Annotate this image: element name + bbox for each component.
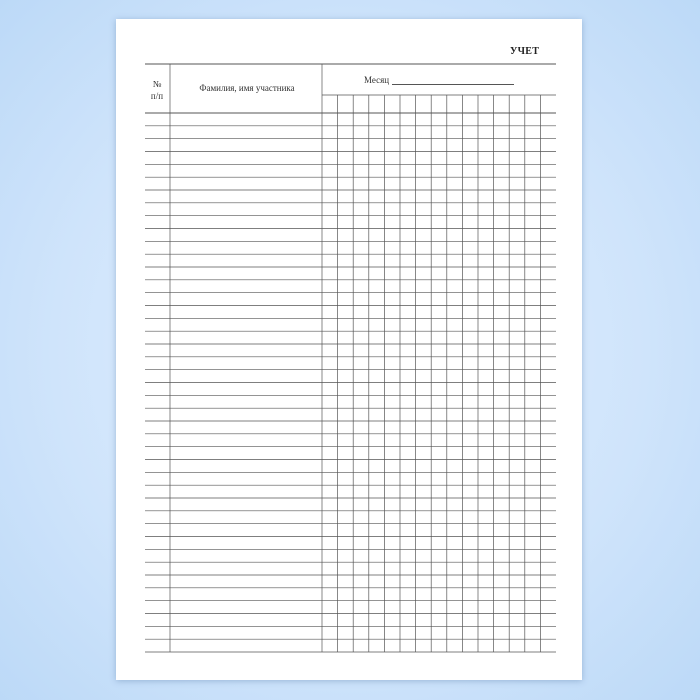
month-label: Месяц [364,75,390,85]
sheet-title: УЧЕТ [510,46,540,57]
participant-name-header: Фамилия, имя участника [199,83,295,93]
row-number-abbrev: п/п [150,91,164,101]
row-number-symbol: № [152,79,162,89]
